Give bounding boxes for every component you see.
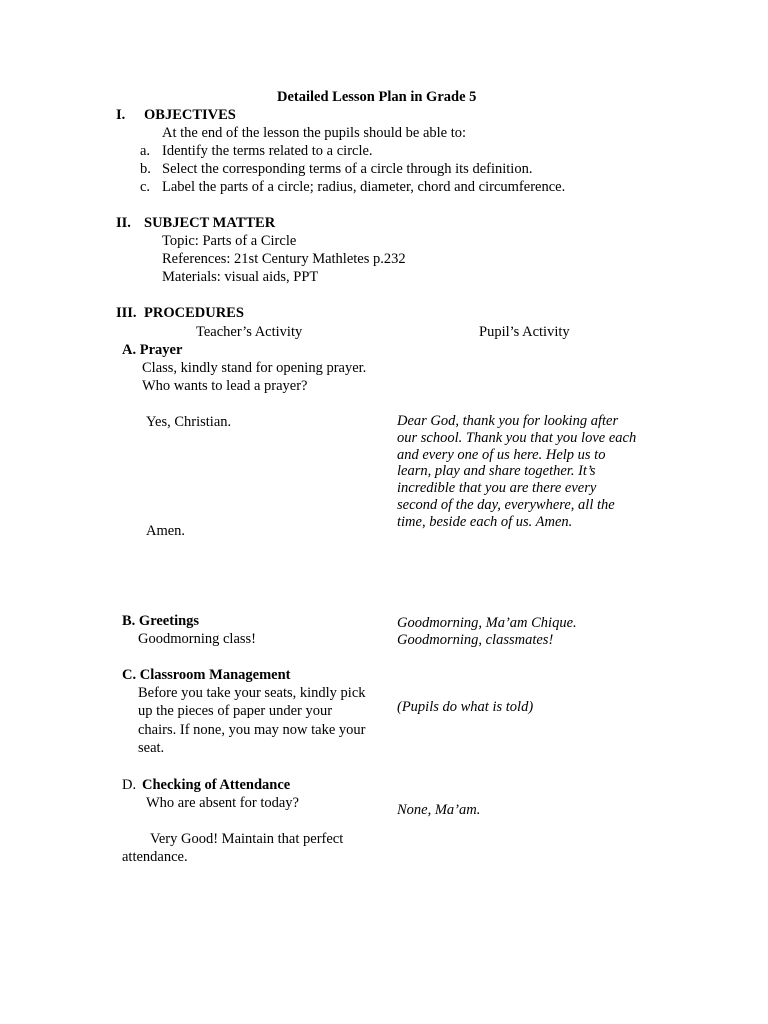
- prayer-pupil-line: learn, play and share together. It’s: [397, 463, 596, 479]
- greetings-pupil-line2: Goodmorning, classmates!: [397, 632, 554, 648]
- prayer-pupil-line: time, beside each of us. Amen.: [397, 514, 573, 530]
- subject-topic: Topic: Parts of a Circle: [162, 233, 297, 249]
- greetings-pupil-line1: Goodmorning, Ma’am Chique.: [397, 615, 577, 631]
- document-title: Detailed Lesson Plan in Grade 5: [277, 89, 477, 105]
- subject-matter-numeral: II.: [116, 215, 131, 231]
- classroom-management-heading: C. Classroom Management: [122, 667, 291, 683]
- objective-item-c: Label the parts of a circle; radius, diameter, chord and circumference.: [162, 179, 566, 195]
- objective-item-a: Identify the terms related to a circle.: [162, 143, 373, 159]
- objective-marker-c: c.: [140, 179, 151, 195]
- pupil-activity-header: Pupil’s Activity: [479, 324, 570, 340]
- objectives-numeral: I.: [116, 107, 126, 123]
- classroom-teacher-line: chairs. If none, you may now take your: [138, 722, 366, 738]
- prayer-teacher-line2: Who wants to lead a prayer?: [142, 378, 308, 394]
- objectives-heading: OBJECTIVES: [144, 107, 236, 123]
- subject-references: References: 21st Century Mathletes p.232: [162, 251, 406, 267]
- greetings-heading: B. Greetings: [122, 613, 200, 629]
- prayer-teacher-yes: Yes, Christian.: [146, 414, 232, 430]
- attendance-pupil: None, Ma’am.: [397, 802, 481, 818]
- prayer-heading: A. Prayer: [122, 342, 183, 358]
- procedures-numeral: III.: [116, 305, 137, 321]
- prayer-teacher-amen: Amen.: [146, 523, 186, 539]
- prayer-pupil-line: Dear God, thank you for looking after: [397, 413, 619, 429]
- attendance-teacher-line2: attendance.: [122, 849, 188, 865]
- subject-matter-heading: SUBJECT MATTER: [144, 215, 276, 231]
- prayer-pupil-line: incredible that you are there every: [397, 480, 597, 496]
- classroom-teacher-line: seat.: [138, 740, 165, 756]
- attendance-teacher-question: Who are absent for today?: [146, 795, 299, 811]
- classroom-teacher-line: Before you take your seats, kindly pick: [138, 685, 366, 701]
- classroom-pupil: (Pupils do what is told): [397, 699, 534, 715]
- attendance-letter: D.: [122, 777, 137, 793]
- procedures-heading: PROCEDURES: [144, 305, 244, 321]
- attendance-heading: Checking of Attendance: [142, 777, 291, 793]
- prayer-pupil-line: and every one of us here. Help us to: [397, 447, 606, 463]
- objective-marker-b: b.: [140, 161, 151, 177]
- attendance-teacher-line1: Very Good! Maintain that perfect: [150, 831, 344, 847]
- prayer-pupil-line: our school. Thank you that you love each: [397, 430, 637, 446]
- objective-item-b: Select the corresponding terms of a circle through its definition.: [162, 161, 533, 177]
- objective-marker-a: a.: [140, 143, 151, 159]
- prayer-pupil-line: second of the day, everywhere, all the: [397, 497, 615, 513]
- teacher-activity-header: Teacher’s Activity: [196, 324, 303, 340]
- greetings-teacher: Goodmorning class!: [138, 631, 256, 647]
- subject-materials: Materials: visual aids, PPT: [162, 269, 319, 285]
- classroom-teacher-line: up the pieces of paper under your: [138, 703, 333, 719]
- objectives-intro: At the end of the lesson the pupils should be able to:: [162, 125, 467, 141]
- prayer-teacher-line1: Class, kindly stand for opening prayer.: [142, 360, 367, 376]
